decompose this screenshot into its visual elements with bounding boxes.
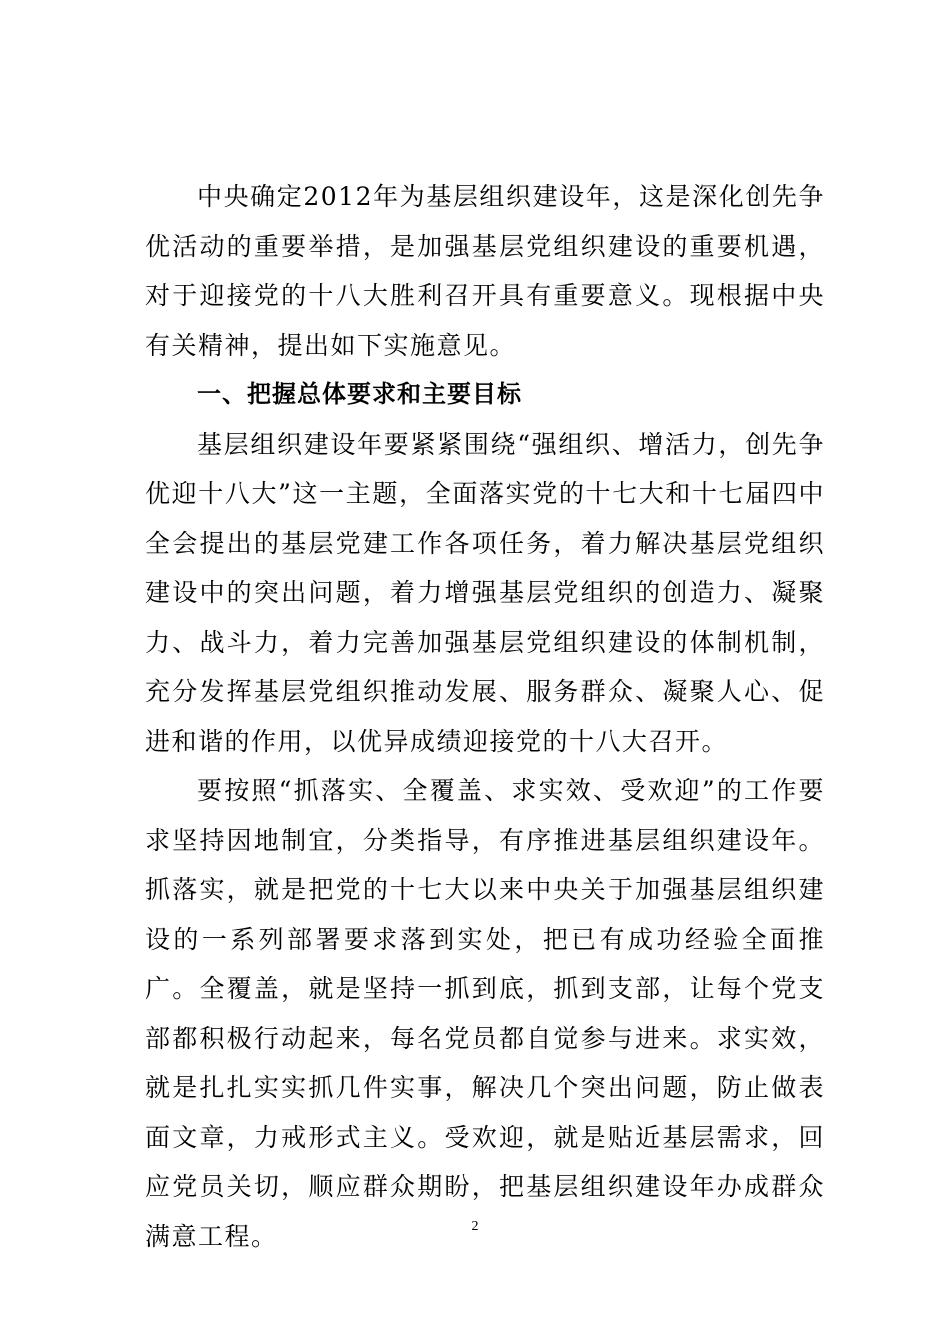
page-number: 2 — [471, 1219, 479, 1234]
section-heading: 一、把握总体要求和主要目标 — [197, 380, 522, 408]
paragraph-theme: 基层组织建设年要紧紧围绕“强组织、增活力，创先争优迎十八大”这一主题，全面落实党的十七大和十七届四中全会提出的基层党建工作各项任务，着力解决基层党组织建设中的突出问题，着力增强基层党组织的创造力、凝聚力、战斗力，着力完善加强基层党组织建设的体制机制，充分发挥基层党组织推动发展、服务群众、凝聚人心、促进和谐的作用，以优异成绩迎接党的十八大召开。 — [145, 429, 825, 756]
paragraph-intro: 中央确定2012年为基层组织建设年，这是深化创先争优活动的重要举措，是加强基层党组织建设的重要机遇，对于迎接党的十八大胜利召开具有重要意义。现根据中央有关精神，提出如下实施意见。 — [145, 182, 825, 360]
paragraph-requirements: 要按照“抓落实、全覆盖、求实效、受欢迎”的工作要求坚持因地制宜，分类指导，有序推进基层组织建设年。抓落实，就是把党的十七大以来中央关于加强基层组织建设的一系列部署要求落到实处，把已有成功经验全面推广。全覆盖，就是坚持一抓到底，抓到支部，让每个党支部都积极行动起来，每名党员都自觉参与进来。求实效，就是扎扎实实抓几件实事，解决几个突出问题，防止做表面文章，力戒形式主义。受欢迎，就是贴近基层需求，回应党员关切，顺应群众期盼，把基层组织建设年办成群众满意工程。 — [145, 776, 825, 1251]
document-body — [145, 172, 825, 1261]
